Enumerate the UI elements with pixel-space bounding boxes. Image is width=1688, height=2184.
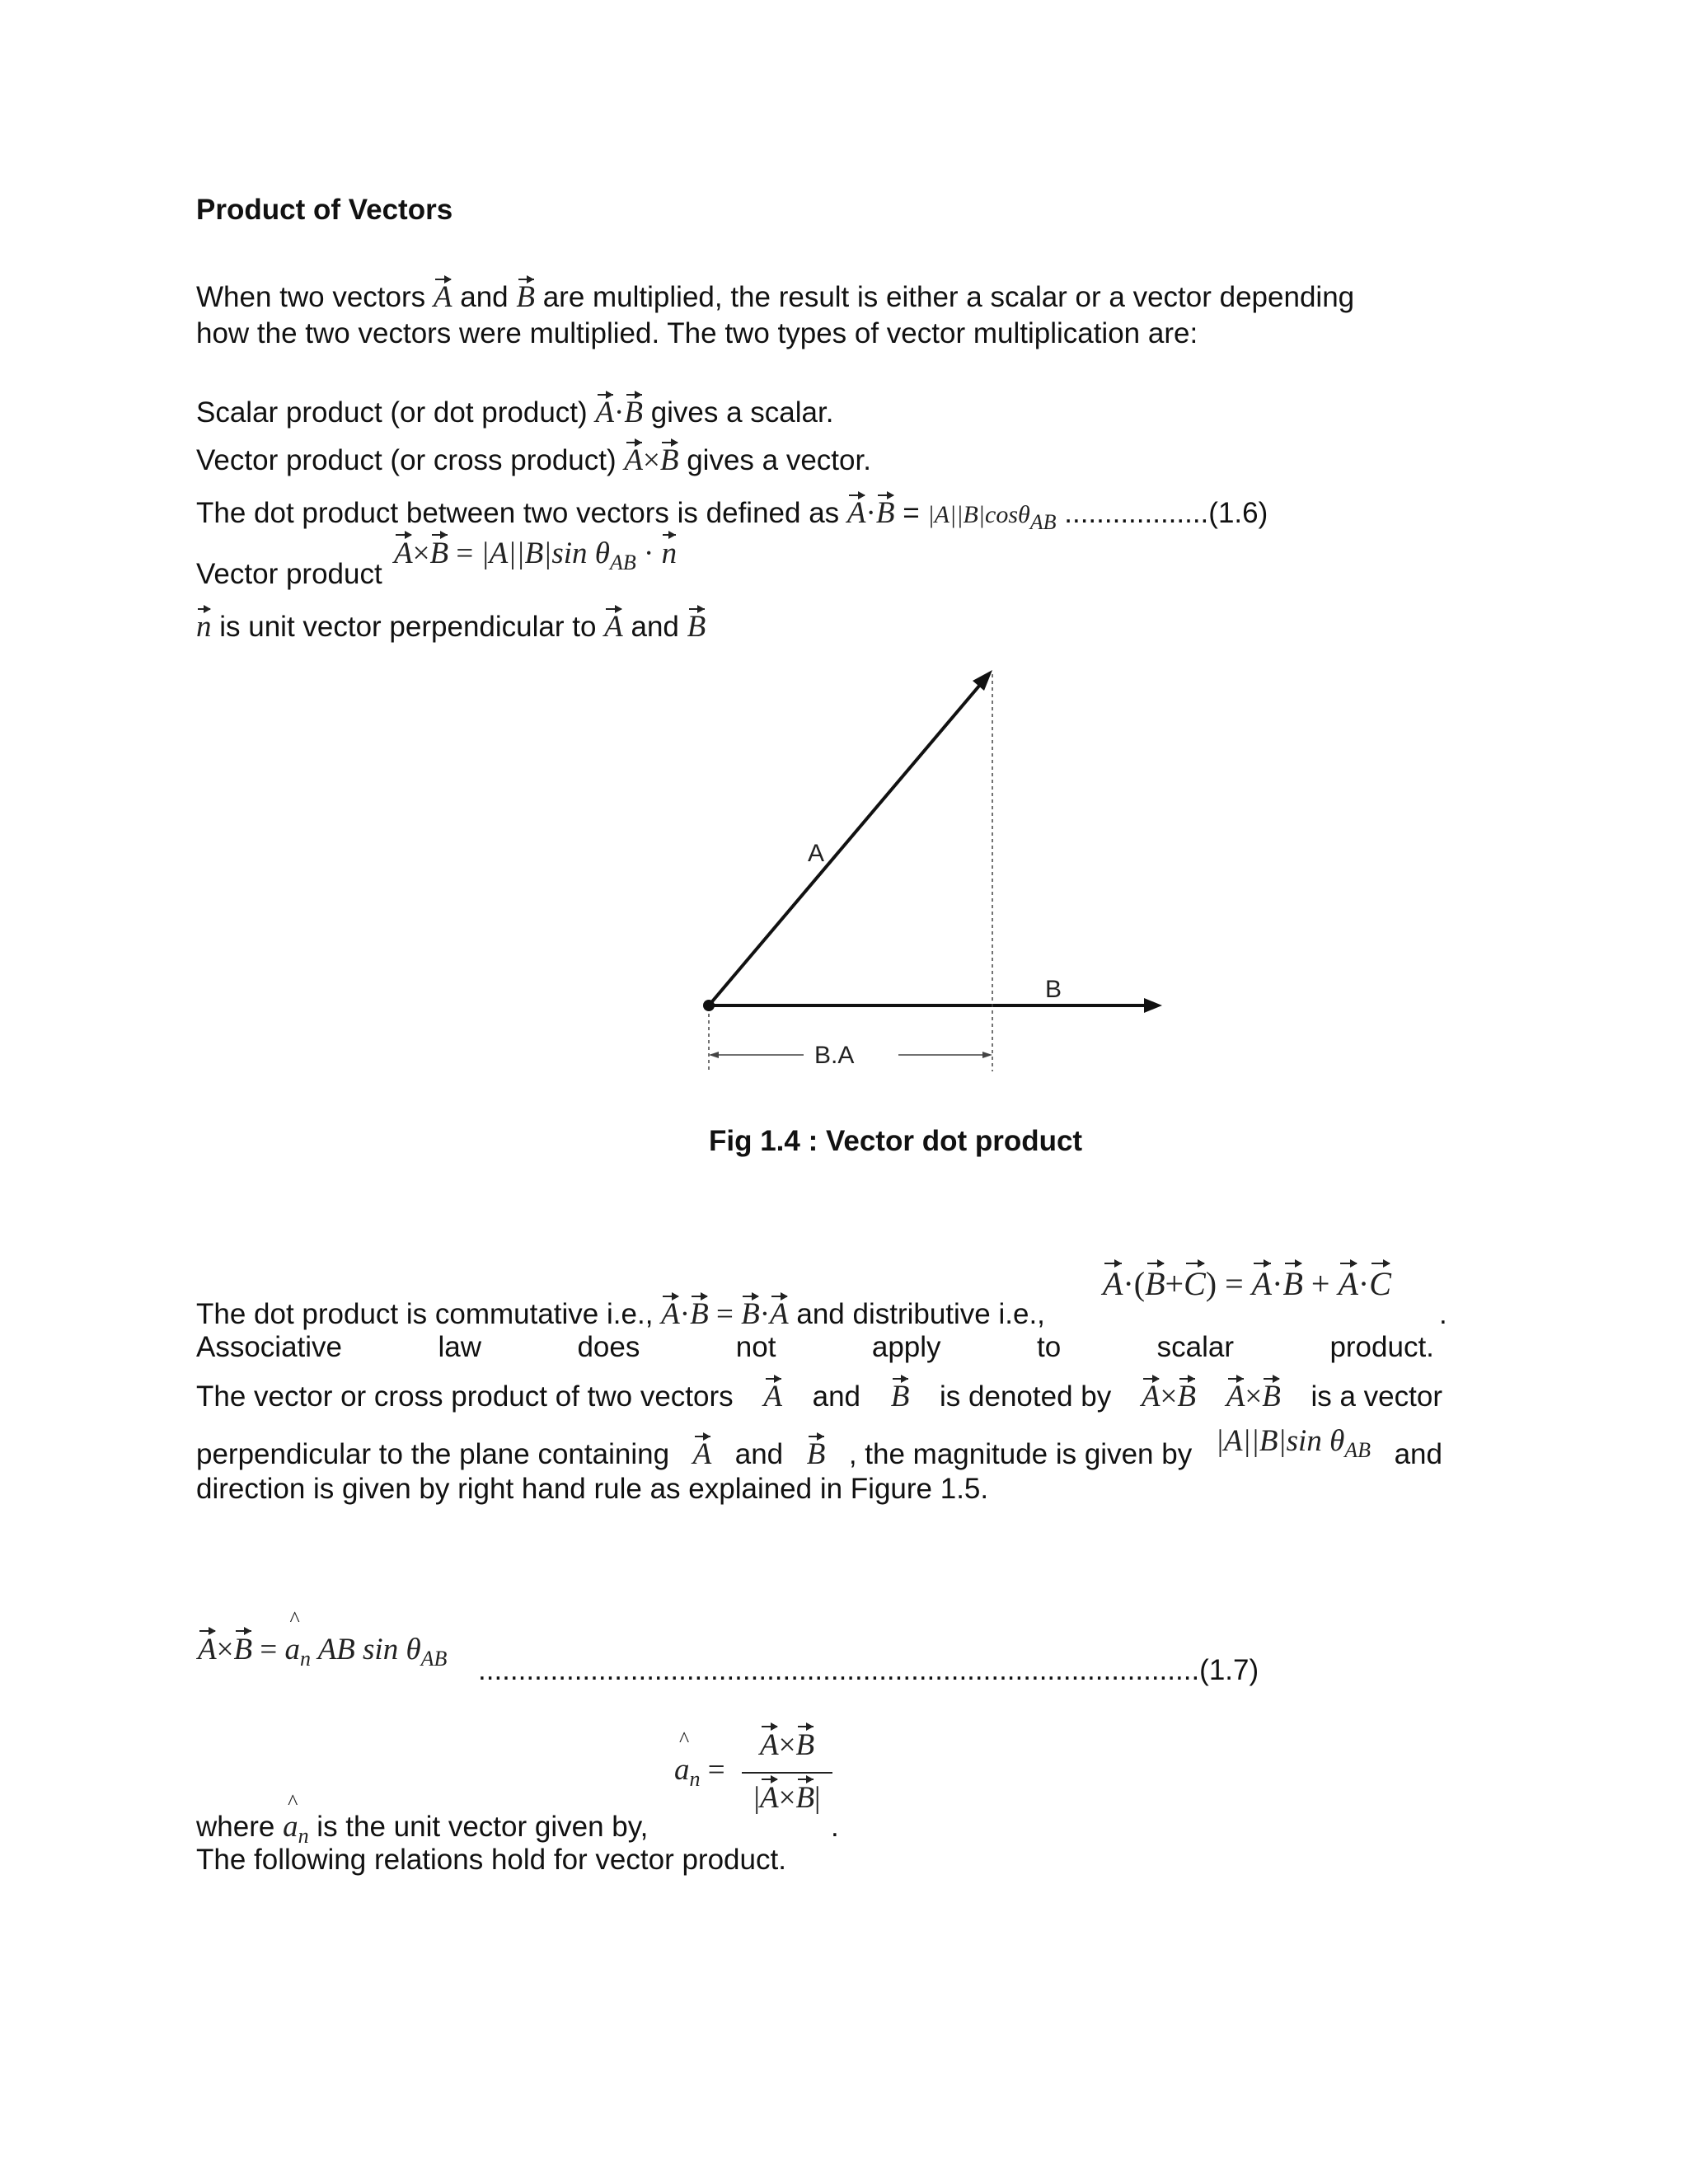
vec-a: A [763, 1380, 782, 1413]
vector-a-line [709, 674, 989, 1005]
equals-sign: = [707, 1753, 725, 1787]
unit-vector-and: and [631, 611, 679, 643]
vector-b-arrowhead [1144, 998, 1162, 1013]
eq17-leader [478, 1653, 1259, 1688]
vector-product-label: Vector product [196, 558, 382, 590]
vec-c: C [1369, 1265, 1391, 1302]
vec-b: B [806, 1437, 826, 1471]
unit-vector-line [196, 610, 706, 644]
assoc-word: product. [1329, 1331, 1434, 1363]
measure-arrow-right [982, 1052, 992, 1058]
dot-operator: · [1123, 1265, 1134, 1302]
cross-operator: × [778, 1728, 796, 1762]
vector-product-tail: gives a vector. [687, 444, 871, 476]
intro-text-b: are multiplied, the result is either a scalar or a vector depending [542, 281, 1355, 313]
vec-a: A [1251, 1265, 1273, 1302]
rhs-subscript: AB [1029, 510, 1057, 534]
vector-product-formula [394, 536, 677, 575]
vec-b: B [687, 610, 706, 644]
dot-operator: · [679, 1297, 691, 1331]
unit-subscript-n: n [299, 1647, 311, 1671]
where-period: . [831, 1811, 839, 1843]
vec-b: B [1145, 1265, 1165, 1302]
where-text: is the unit vector given by, [316, 1811, 649, 1843]
vec-b: B [795, 1728, 815, 1762]
plus-operator: + [1311, 1265, 1330, 1302]
distributive-text: and distributive i.e., [796, 1298, 1045, 1330]
vec-b: B [233, 1633, 253, 1666]
cross-operator: × [1160, 1380, 1178, 1413]
vec-a: A [759, 1781, 779, 1815]
vec-a: A [394, 537, 413, 570]
vec-a: A [624, 443, 643, 477]
equation-number-1-6: (1.6) [1208, 497, 1268, 529]
assoc-word: does [577, 1331, 640, 1363]
vec-b: B [795, 1781, 815, 1815]
unit-vector-lhs [674, 1752, 725, 1792]
vector-product-line [196, 443, 871, 478]
assoc-word: law [438, 1331, 481, 1363]
cross-operator: × [778, 1781, 796, 1815]
cross-operator: × [643, 443, 660, 477]
figure-caption: Fig 1.4 : Vector dot product [709, 1125, 1083, 1157]
vector-b-symbol: B [516, 280, 535, 314]
cross-operator: × [412, 537, 430, 570]
theta-subscript: AB [1344, 1438, 1372, 1462]
associative-line [196, 1330, 1434, 1365]
cross-text-magnitude: , the magnitude is given by [848, 1438, 1193, 1470]
vector-a-symbol: A [433, 280, 452, 314]
assoc-word: scalar [1156, 1331, 1234, 1363]
equation-1-7 [198, 1632, 447, 1671]
vec-n: n [196, 610, 212, 644]
unit-vector-symbol [283, 1810, 309, 1848]
dot-operator: · [1272, 1265, 1283, 1302]
equation-number-1-7: (1.7) [1199, 1654, 1259, 1686]
intro-line-1 [196, 280, 1354, 315]
vec-a: A [1226, 1380, 1245, 1413]
cross-product-line-3: direction is given by right hand rule as explained in Figure 1.5. [196, 1473, 989, 1505]
page-title: Product of Vectors [196, 194, 453, 226]
dot-product-diagram [676, 659, 1170, 1088]
commutative-text: The dot product is commutative i.e., [196, 1298, 654, 1330]
cross-text-a: The vector or cross product of two vectors [196, 1380, 734, 1413]
dot-operator: · [1357, 1265, 1370, 1302]
where-word: where [196, 1811, 275, 1843]
cross-operator: × [216, 1633, 234, 1666]
vec-b: B [624, 396, 643, 429]
dot-definition-lhs [847, 496, 895, 530]
commutative-formula [661, 1297, 788, 1331]
vec-a: A [1338, 1265, 1358, 1302]
measure-arrow-left [709, 1052, 719, 1058]
vec-b: B [741, 1297, 760, 1331]
cross-expression [1142, 1380, 1196, 1414]
vec-a: A [595, 396, 615, 429]
fraction-bar [742, 1772, 832, 1774]
plus-operator: + [1165, 1265, 1184, 1302]
dot-definition-line [196, 496, 1268, 540]
vec-b: B [690, 1297, 709, 1331]
intro-text-a: When two vectors [196, 281, 426, 313]
equals-sign: = [456, 537, 474, 570]
cross-text-b: is denoted by [940, 1380, 1112, 1413]
rhs-main: |A||B|cosθ [927, 501, 1030, 528]
vec-a: A [692, 1437, 712, 1471]
vec-a: A [1141, 1380, 1160, 1413]
cross-and: and [734, 1438, 784, 1470]
vector-product-text: Vector product (or cross product) [196, 444, 617, 476]
cross-text-c: is a vector [1311, 1380, 1442, 1413]
distributive-formula: A·(B+C) = A·B + A·C [1103, 1265, 1391, 1302]
unit-subscript-n: n [298, 1824, 309, 1848]
unit-vector-text: is unit vector perpendicular to [219, 611, 597, 643]
label-b: B [1045, 976, 1062, 1003]
vec-n: n [661, 537, 678, 570]
equals-sign: = [260, 1633, 278, 1666]
equals-sign: = [1225, 1265, 1244, 1302]
vec-a: A [759, 1728, 779, 1762]
label-ba: B.A [814, 1042, 855, 1069]
magnitude-expression: |A||B|sin θ [481, 537, 610, 570]
intro-and: and [460, 281, 509, 313]
vec-a: A [846, 496, 866, 530]
dot-operator: · [614, 396, 625, 429]
vec-b: B [890, 1380, 910, 1413]
scalar-product-line [196, 396, 833, 430]
vec-a: A [770, 1297, 789, 1331]
dot-operator: · [865, 496, 876, 530]
vec-b: B [1262, 1380, 1281, 1413]
cross-text-perp: perpendicular to the plane containing [196, 1438, 670, 1470]
theta-subscript: AB [420, 1647, 448, 1671]
dot-product-expression [595, 396, 643, 429]
equals-sign: = [903, 497, 920, 529]
dot-operator: · [643, 537, 654, 570]
vec-b: B [429, 537, 449, 570]
cross-text-and: and [1394, 1438, 1442, 1470]
vec-b: B [1282, 1265, 1303, 1302]
unit-vector-a-hat: ^ a [284, 1632, 300, 1667]
scalar-product-text: Scalar product (or dot product) [196, 396, 588, 429]
unit-vector-a-hat: ^ a [674, 1752, 690, 1788]
leader-dots: .......................................................................................... [478, 1654, 1200, 1686]
vec-a: A [661, 1297, 680, 1331]
equals-sign: = [715, 1297, 734, 1331]
dot-definition-rhs [927, 501, 1057, 534]
leader-dots: .................. [1064, 497, 1209, 529]
vec-b: B [659, 443, 679, 477]
vec-a: A [198, 1633, 217, 1666]
assoc-word: apply [871, 1331, 941, 1363]
theta-subscript: AB [609, 551, 636, 574]
vector-a-arrowhead [973, 670, 992, 691]
unit-vector-a-hat: ^ a [283, 1810, 298, 1844]
intro-line-2: how the two vectors were multiplied. The two types of vector multiplication are: [196, 317, 1198, 349]
vec-a: A [1103, 1265, 1123, 1302]
scalar-product-tail: gives a scalar. [650, 396, 834, 429]
cross-and: and [812, 1380, 861, 1413]
final-line: The following relations hold for vector product. [196, 1844, 786, 1876]
cross-product-line-1 [196, 1380, 1442, 1414]
label-a: A [808, 840, 825, 867]
sentence-period: . [1439, 1298, 1447, 1330]
vec-b: B [875, 496, 895, 530]
magnitude-formula [1216, 1424, 1371, 1468]
dot-operator: · [759, 1297, 771, 1331]
dot-definition-text: The dot product between two vectors is defined as [196, 497, 840, 529]
vec-a: A [604, 610, 623, 644]
assoc-word: to [1036, 1331, 1062, 1363]
origin-point [703, 1000, 715, 1011]
cross-operator: × [1245, 1380, 1263, 1413]
vec-b: B [1177, 1380, 1197, 1413]
cross-expression [1226, 1380, 1281, 1414]
vec-c: C [1184, 1265, 1206, 1302]
cross-product-expression [624, 443, 678, 477]
commutative-line [196, 1297, 1045, 1332]
fraction-numerator [742, 1727, 832, 1763]
magnitude-expression: |A||B|sin θ [1215, 1424, 1345, 1458]
assoc-word: Associative [196, 1331, 343, 1363]
eq17-rhs: AB sin θ [317, 1633, 421, 1666]
fraction-denominator: |A×B| [753, 1781, 821, 1815]
unit-subscript-n: n [689, 1767, 701, 1791]
assoc-word: not [735, 1331, 776, 1363]
